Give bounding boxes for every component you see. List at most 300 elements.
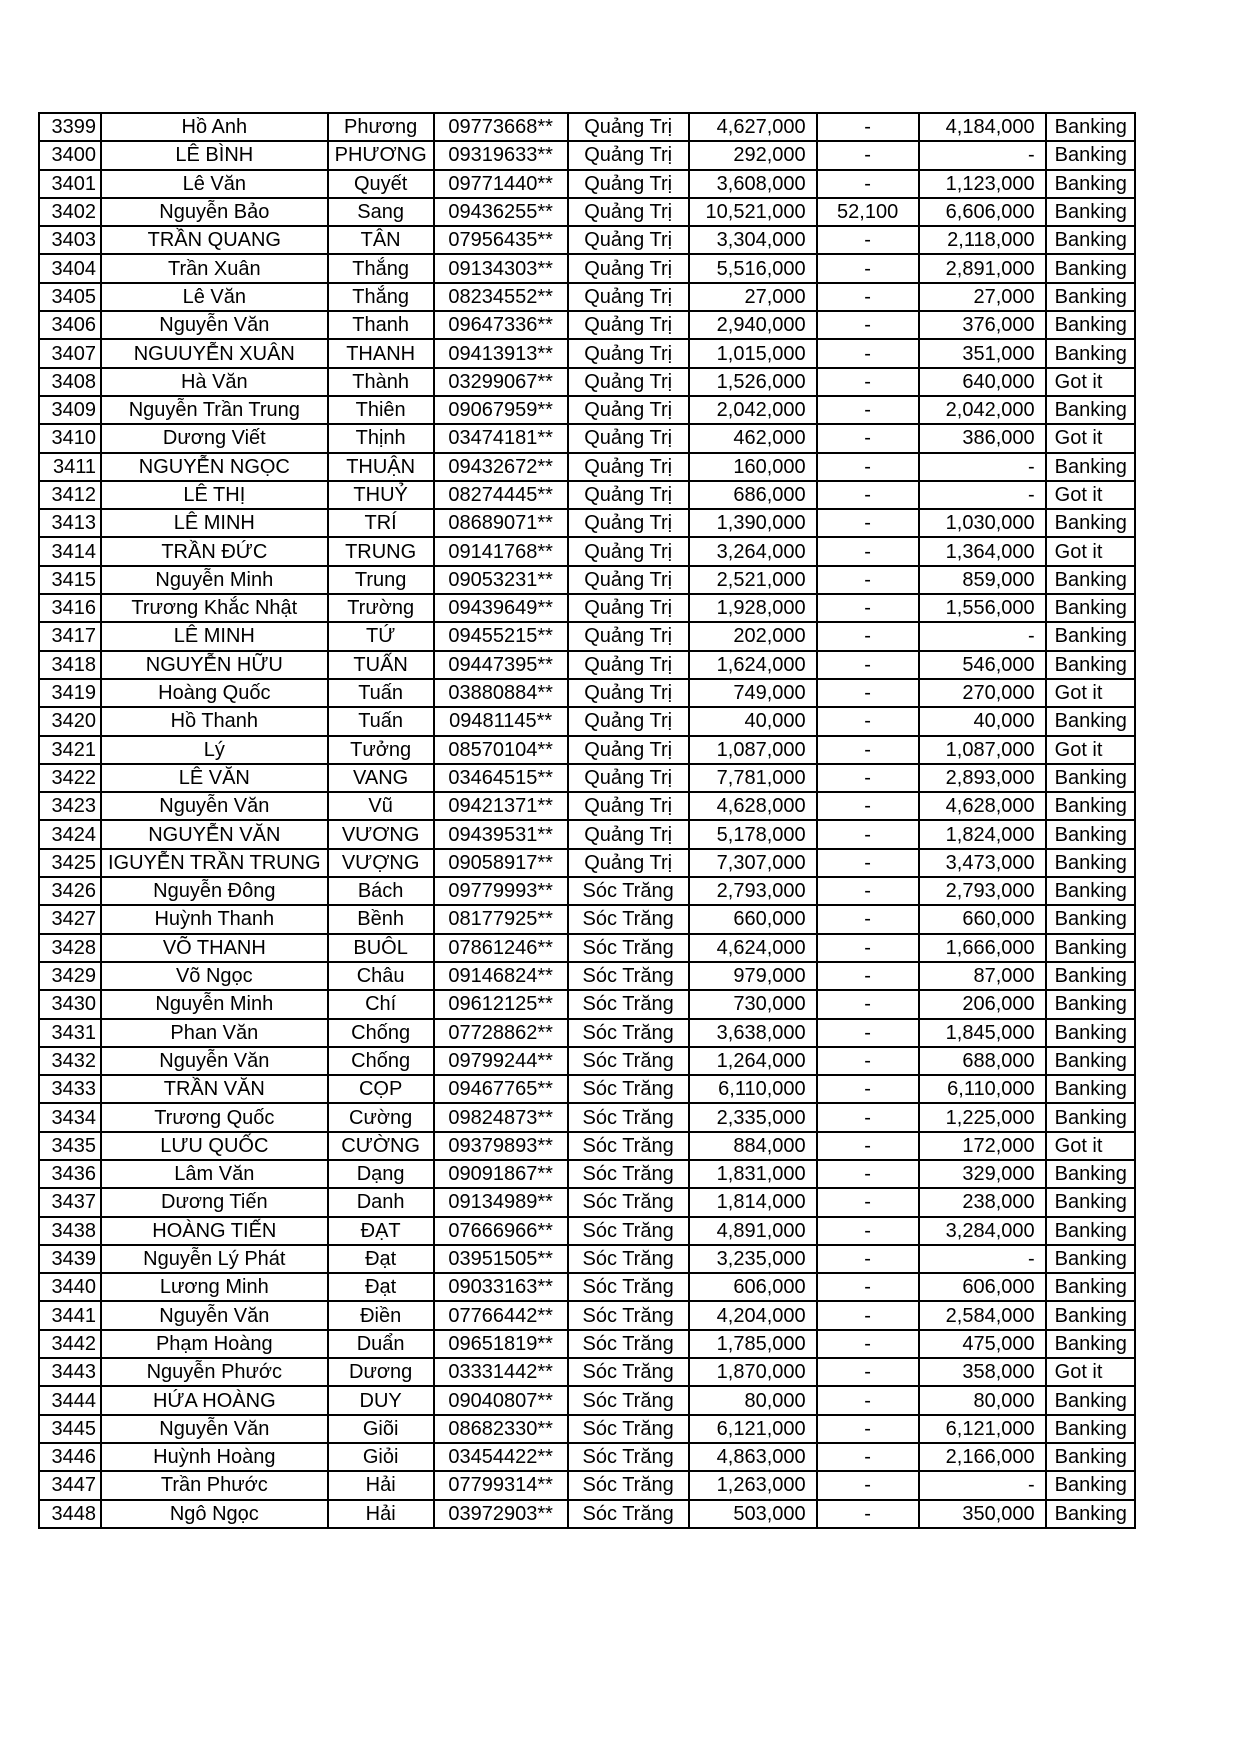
cell-phone: 09439531** [434, 820, 568, 848]
cell-amount-deduction: - [817, 113, 919, 141]
cell-amount-total: 1,624,000 [689, 651, 817, 679]
cell-phone: 03331442** [434, 1358, 568, 1386]
cell-amount-total: 1,928,000 [689, 594, 817, 622]
cell-payment-method: Banking [1046, 311, 1135, 339]
cell-payment-method: Banking [1046, 141, 1135, 169]
cell-amount-paid: 3,473,000 [919, 849, 1046, 877]
cell-amount-total: 2,793,000 [689, 877, 817, 905]
cell-given-name: Thắng [328, 254, 434, 282]
cell-phone: 09467765** [434, 1075, 568, 1103]
cell-amount-deduction: - [817, 1188, 919, 1216]
cell-province: Sóc Trăng [568, 1500, 689, 1528]
cell-province: Quảng Trị [568, 764, 689, 792]
cell-row-id: 3407 [39, 339, 101, 367]
cell-first-name: NGUYỄN HỮU [101, 651, 328, 679]
cell-amount-paid: 1,225,000 [919, 1103, 1046, 1131]
cell-first-name: LÊ MINH [101, 622, 328, 650]
cell-row-id: 3433 [39, 1075, 101, 1103]
cell-given-name: Trường [328, 594, 434, 622]
cell-row-id: 3446 [39, 1443, 101, 1471]
cell-phone: 09824873** [434, 1103, 568, 1131]
cell-payment-method: Banking [1046, 453, 1135, 481]
cell-first-name: Hà Văn [101, 368, 328, 396]
cell-province: Quảng Trị [568, 283, 689, 311]
cell-phone: 09436255** [434, 198, 568, 226]
cell-amount-paid: 40,000 [919, 707, 1046, 735]
cell-amount-deduction: - [817, 736, 919, 764]
cell-amount-paid: 329,000 [919, 1160, 1046, 1188]
cell-row-id: 3413 [39, 509, 101, 537]
cell-amount-deduction: - [817, 1500, 919, 1528]
cell-amount-paid: 2,118,000 [919, 226, 1046, 254]
cell-payment-method: Got it [1046, 736, 1135, 764]
cell-given-name: TRUNG [328, 537, 434, 565]
cell-given-name: TRÍ [328, 509, 434, 537]
cell-province: Sóc Trăng [568, 1245, 689, 1273]
cell-amount-paid: 80,000 [919, 1386, 1046, 1414]
cell-first-name: Hồ Thanh [101, 707, 328, 735]
cell-payment-method: Banking [1046, 622, 1135, 650]
cell-province: Quảng Trị [568, 170, 689, 198]
cell-province: Sóc Trăng [568, 1386, 689, 1414]
cell-phone: 09053231** [434, 566, 568, 594]
cell-payment-method: Banking [1046, 792, 1135, 820]
table-row [39, 1471, 1135, 1499]
cell-row-id: 3445 [39, 1415, 101, 1443]
table-row [39, 1358, 1135, 1386]
cell-province: Quảng Trị [568, 339, 689, 367]
cell-phone: 03464515** [434, 764, 568, 792]
cell-given-name: VANG [328, 764, 434, 792]
cell-amount-paid: 1,824,000 [919, 820, 1046, 848]
cell-phone: 09413913** [434, 339, 568, 367]
table-row [39, 1415, 1135, 1443]
cell-phone: 03454422** [434, 1443, 568, 1471]
cell-phone: 09421371** [434, 792, 568, 820]
cell-province: Quảng Trị [568, 792, 689, 820]
cell-payment-method: Banking [1046, 1019, 1135, 1047]
cell-province: Sóc Trăng [568, 905, 689, 933]
cell-amount-total: 3,608,000 [689, 170, 817, 198]
cell-row-id: 3444 [39, 1386, 101, 1414]
cell-amount-deduction: - [817, 1471, 919, 1499]
cell-payment-method: Banking [1046, 1273, 1135, 1301]
table-row [39, 1500, 1135, 1528]
cell-first-name: Nguyễn Lý Phát [101, 1245, 328, 1273]
cell-given-name: TUẤN [328, 651, 434, 679]
cell-province: Quảng Trị [568, 849, 689, 877]
cell-phone: 03972903** [434, 1500, 568, 1528]
cell-amount-total: 1,264,000 [689, 1047, 817, 1075]
cell-amount-paid: 1,666,000 [919, 934, 1046, 962]
cell-payment-method: Banking [1046, 990, 1135, 1018]
cell-amount-paid: - [919, 481, 1046, 509]
cell-amount-total: 749,000 [689, 679, 817, 707]
cell-first-name: TRẦN QUANG [101, 226, 328, 254]
cell-row-id: 3423 [39, 792, 101, 820]
cell-payment-method: Got it [1046, 481, 1135, 509]
cell-row-id: 3436 [39, 1160, 101, 1188]
cell-given-name: Bách [328, 877, 434, 905]
cell-amount-deduction: - [817, 453, 919, 481]
cell-given-name: Dạng [328, 1160, 434, 1188]
cell-row-id: 3447 [39, 1471, 101, 1499]
table-row [39, 736, 1135, 764]
cell-province: Quảng Trị [568, 424, 689, 452]
cell-row-id: 3414 [39, 537, 101, 565]
cell-payment-method: Banking [1046, 170, 1135, 198]
cell-amount-paid: - [919, 622, 1046, 650]
cell-row-id: 3404 [39, 254, 101, 282]
cell-first-name: Ngô Ngọc [101, 1500, 328, 1528]
cell-given-name: Trung [328, 566, 434, 594]
table-row [39, 990, 1135, 1018]
cell-amount-total: 884,000 [689, 1132, 817, 1160]
cell-given-name: VƯƠNG [328, 820, 434, 848]
table-row [39, 1188, 1135, 1216]
cell-first-name: Hoàng Quốc [101, 679, 328, 707]
cell-given-name: Chống [328, 1047, 434, 1075]
table-row [39, 566, 1135, 594]
cell-phone: 09651819** [434, 1330, 568, 1358]
cell-given-name: Bềnh [328, 905, 434, 933]
cell-amount-deduction: - [817, 764, 919, 792]
cell-payment-method: Banking [1046, 1443, 1135, 1471]
cell-amount-paid: 2,893,000 [919, 764, 1046, 792]
cell-payment-method: Banking [1046, 764, 1135, 792]
table-row [39, 792, 1135, 820]
cell-amount-deduction: - [817, 481, 919, 509]
cell-phone: 09134989** [434, 1188, 568, 1216]
cell-amount-total: 1,015,000 [689, 339, 817, 367]
cell-amount-paid: 2,584,000 [919, 1301, 1046, 1329]
table-row [39, 537, 1135, 565]
cell-row-id: 3399 [39, 113, 101, 141]
cell-amount-deduction: - [817, 1132, 919, 1160]
cell-amount-deduction: - [817, 226, 919, 254]
cell-amount-deduction: - [817, 368, 919, 396]
table-row [39, 594, 1135, 622]
table-row [39, 1301, 1135, 1329]
cell-province: Sóc Trăng [568, 1160, 689, 1188]
cell-amount-total: 1,526,000 [689, 368, 817, 396]
cell-phone: 08682330** [434, 1415, 568, 1443]
table-row [39, 764, 1135, 792]
cell-phone: 03474181** [434, 424, 568, 452]
cell-row-id: 3426 [39, 877, 101, 905]
cell-row-id: 3408 [39, 368, 101, 396]
table-row [39, 170, 1135, 198]
cell-amount-deduction: - [817, 396, 919, 424]
cell-amount-paid: 386,000 [919, 424, 1046, 452]
cell-first-name: NGUYỄN NGỌC [101, 453, 328, 481]
cell-given-name: Thiên [328, 396, 434, 424]
cell-first-name: IGUYỄN TRẦN TRUNG [101, 849, 328, 877]
cell-amount-total: 160,000 [689, 453, 817, 481]
cell-amount-total: 27,000 [689, 283, 817, 311]
cell-province: Quảng Trị [568, 509, 689, 537]
cell-payment-method: Banking [1046, 226, 1135, 254]
cell-first-name: Nguyễn Minh [101, 990, 328, 1018]
cell-province: Sóc Trăng [568, 1019, 689, 1047]
cell-payment-method: Got it [1046, 424, 1135, 452]
cell-phone: 09455215** [434, 622, 568, 650]
table-row [39, 1386, 1135, 1414]
cell-row-id: 3412 [39, 481, 101, 509]
cell-amount-deduction: - [817, 594, 919, 622]
cell-given-name: Danh [328, 1188, 434, 1216]
cell-amount-deduction: - [817, 509, 919, 537]
cell-amount-deduction: - [817, 1358, 919, 1386]
cell-amount-total: 202,000 [689, 622, 817, 650]
cell-amount-paid: - [919, 141, 1046, 169]
cell-amount-paid: - [919, 453, 1046, 481]
cell-row-id: 3420 [39, 707, 101, 735]
cell-amount-total: 1,831,000 [689, 1160, 817, 1188]
table-row [39, 877, 1135, 905]
cell-amount-total: 10,521,000 [689, 198, 817, 226]
cell-first-name: Huỳnh Thanh [101, 905, 328, 933]
cell-phone: 09481145** [434, 707, 568, 735]
cell-province: Sóc Trăng [568, 1217, 689, 1245]
cell-province: Quảng Trị [568, 113, 689, 141]
cell-first-name: Lương Minh [101, 1273, 328, 1301]
cell-amount-deduction: - [817, 877, 919, 905]
cell-first-name: Nguyễn Bảo [101, 198, 328, 226]
cell-amount-paid: 172,000 [919, 1132, 1046, 1160]
table-row [39, 1103, 1135, 1131]
table-row [39, 679, 1135, 707]
cell-given-name: Chí [328, 990, 434, 1018]
table-row [39, 1132, 1135, 1160]
cell-amount-deduction: - [817, 962, 919, 990]
cell-payment-method: Banking [1046, 820, 1135, 848]
cell-row-id: 3409 [39, 396, 101, 424]
cell-payment-method: Banking [1046, 1301, 1135, 1329]
cell-payment-method: Got it [1046, 368, 1135, 396]
cell-amount-paid: 2,166,000 [919, 1443, 1046, 1471]
cell-row-id: 3405 [39, 283, 101, 311]
cell-payment-method: Banking [1046, 934, 1135, 962]
cell-given-name: Giỏi [328, 1443, 434, 1471]
cell-first-name: Nguyễn Văn [101, 311, 328, 339]
cell-phone: 09319633** [434, 141, 568, 169]
cell-amount-deduction: - [817, 1273, 919, 1301]
cell-row-id: 3439 [39, 1245, 101, 1273]
cell-payment-method: Banking [1046, 1330, 1135, 1358]
cell-row-id: 3438 [39, 1217, 101, 1245]
cell-payment-method: Got it [1046, 679, 1135, 707]
cell-given-name: THUỶ [328, 481, 434, 509]
cell-province: Quảng Trị [568, 396, 689, 424]
cell-amount-total: 3,304,000 [689, 226, 817, 254]
cell-amount-total: 292,000 [689, 141, 817, 169]
cell-given-name: Hải [328, 1471, 434, 1499]
cell-first-name: NGUYỄN VĂN [101, 820, 328, 848]
cell-first-name: Võ Ngọc [101, 962, 328, 990]
cell-amount-total: 4,628,000 [689, 792, 817, 820]
cell-amount-deduction: - [817, 254, 919, 282]
cell-row-id: 3415 [39, 566, 101, 594]
cell-row-id: 3401 [39, 170, 101, 198]
table-row [39, 820, 1135, 848]
cell-amount-total: 3,264,000 [689, 537, 817, 565]
cell-amount-paid: 270,000 [919, 679, 1046, 707]
cell-given-name: Châu [328, 962, 434, 990]
cell-phone: 09134303** [434, 254, 568, 282]
cell-amount-deduction: - [817, 1386, 919, 1414]
cell-given-name: Điền [328, 1301, 434, 1329]
cell-first-name: LÊ MINH [101, 509, 328, 537]
cell-given-name: THUẬN [328, 453, 434, 481]
cell-province: Sóc Trăng [568, 877, 689, 905]
cell-amount-deduction: - [817, 537, 919, 565]
cell-amount-deduction: - [817, 141, 919, 169]
cell-amount-deduction: - [817, 849, 919, 877]
table-row [39, 198, 1135, 226]
cell-first-name: LÊ THỊ [101, 481, 328, 509]
cell-row-id: 3442 [39, 1330, 101, 1358]
cell-amount-total: 686,000 [689, 481, 817, 509]
cell-row-id: 3416 [39, 594, 101, 622]
cell-phone: 03951505** [434, 1245, 568, 1273]
table-row [39, 481, 1135, 509]
cell-row-id: 3400 [39, 141, 101, 169]
cell-payment-method: Banking [1046, 113, 1135, 141]
cell-phone: 09040807** [434, 1386, 568, 1414]
cell-amount-total: 2,335,000 [689, 1103, 817, 1131]
cell-amount-total: 6,121,000 [689, 1415, 817, 1443]
cell-row-id: 3430 [39, 990, 101, 1018]
cell-amount-total: 40,000 [689, 707, 817, 735]
table-row [39, 1330, 1135, 1358]
table-row [39, 453, 1135, 481]
cell-given-name: Thành [328, 368, 434, 396]
cell-amount-paid: 1,845,000 [919, 1019, 1046, 1047]
cell-row-id: 3429 [39, 962, 101, 990]
cell-row-id: 3410 [39, 424, 101, 452]
cell-given-name: Cường [328, 1103, 434, 1131]
cell-amount-total: 4,627,000 [689, 113, 817, 141]
cell-given-name: BUÔL [328, 934, 434, 962]
cell-given-name: Tuấn [328, 707, 434, 735]
cell-phone: 09146824** [434, 962, 568, 990]
cell-phone: 09447395** [434, 651, 568, 679]
cell-amount-total: 5,516,000 [689, 254, 817, 282]
table-row [39, 1075, 1135, 1103]
cell-amount-paid: 87,000 [919, 962, 1046, 990]
cell-amount-paid: 3,284,000 [919, 1217, 1046, 1245]
cell-given-name: Phương [328, 113, 434, 141]
table-row [39, 254, 1135, 282]
cell-phone: 09141768** [434, 537, 568, 565]
cell-amount-total: 3,638,000 [689, 1019, 817, 1047]
cell-given-name: TỨ [328, 622, 434, 650]
cell-first-name: Dương Viết [101, 424, 328, 452]
cell-given-name: DUY [328, 1386, 434, 1414]
cell-payment-method: Banking [1046, 339, 1135, 367]
cell-given-name: Vũ [328, 792, 434, 820]
cell-row-id: 3402 [39, 198, 101, 226]
cell-amount-deduction: - [817, 679, 919, 707]
table-row [39, 1217, 1135, 1245]
cell-first-name: TRẦN VĂN [101, 1075, 328, 1103]
cell-first-name: Nguyễn Đông [101, 877, 328, 905]
cell-amount-deduction: - [817, 1330, 919, 1358]
table-row [39, 339, 1135, 367]
cell-amount-total: 730,000 [689, 990, 817, 1018]
cell-amount-total: 1,087,000 [689, 736, 817, 764]
cell-given-name: THANH [328, 339, 434, 367]
cell-amount-deduction: - [817, 1075, 919, 1103]
cell-amount-total: 2,940,000 [689, 311, 817, 339]
cell-province: Sóc Trăng [568, 1075, 689, 1103]
cell-row-id: 3427 [39, 905, 101, 933]
table-row [39, 1273, 1135, 1301]
cell-amount-total: 1,814,000 [689, 1188, 817, 1216]
cell-payment-method: Banking [1046, 1160, 1135, 1188]
cell-row-id: 3421 [39, 736, 101, 764]
cell-given-name: Quyết [328, 170, 434, 198]
cell-first-name: Nguyễn Văn [101, 1415, 328, 1443]
cell-row-id: 3422 [39, 764, 101, 792]
cell-first-name: HỨA HOÀNG [101, 1386, 328, 1414]
cell-first-name: Trần Xuân [101, 254, 328, 282]
cell-first-name: LƯU QUỐC [101, 1132, 328, 1160]
cell-amount-total: 3,235,000 [689, 1245, 817, 1273]
cell-given-name: Duẩn [328, 1330, 434, 1358]
cell-payment-method: Banking [1046, 1217, 1135, 1245]
cell-phone: 09779993** [434, 877, 568, 905]
cell-first-name: Nguyễn Văn [101, 792, 328, 820]
cell-payment-method: Banking [1046, 509, 1135, 537]
cell-province: Sóc Trăng [568, 1103, 689, 1131]
cell-province: Quảng Trị [568, 311, 689, 339]
cell-amount-total: 7,307,000 [689, 849, 817, 877]
cell-row-id: 3424 [39, 820, 101, 848]
cell-province: Quảng Trị [568, 651, 689, 679]
cell-province: Sóc Trăng [568, 1273, 689, 1301]
cell-province: Sóc Trăng [568, 1047, 689, 1075]
cell-first-name: Nguyễn Văn [101, 1047, 328, 1075]
cell-amount-paid: 376,000 [919, 311, 1046, 339]
cell-first-name: Trương Quốc [101, 1103, 328, 1131]
cell-amount-paid: 546,000 [919, 651, 1046, 679]
cell-amount-deduction: - [817, 170, 919, 198]
cell-amount-paid: 358,000 [919, 1358, 1046, 1386]
cell-row-id: 3443 [39, 1358, 101, 1386]
cell-amount-total: 606,000 [689, 1273, 817, 1301]
table-row [39, 368, 1135, 396]
cell-payment-method: Banking [1046, 1415, 1135, 1443]
cell-first-name: Phạm Hoàng [101, 1330, 328, 1358]
cell-row-id: 3440 [39, 1273, 101, 1301]
cell-first-name: Trần Phước [101, 1471, 328, 1499]
cell-amount-deduction: - [817, 934, 919, 962]
cell-first-name: Nguyễn Văn [101, 1301, 328, 1329]
cell-province: Sóc Trăng [568, 1443, 689, 1471]
cell-row-id: 3437 [39, 1188, 101, 1216]
cell-given-name: Thắng [328, 283, 434, 311]
cell-amount-total: 4,863,000 [689, 1443, 817, 1471]
cell-phone: 07799314** [434, 1471, 568, 1499]
cell-first-name: Nguyễn Trần Trung [101, 396, 328, 424]
table-row [39, 849, 1135, 877]
cell-phone: 09058917** [434, 849, 568, 877]
cell-amount-deduction: - [817, 566, 919, 594]
cell-given-name: Hải [328, 1500, 434, 1528]
cell-payment-method: Banking [1046, 254, 1135, 282]
